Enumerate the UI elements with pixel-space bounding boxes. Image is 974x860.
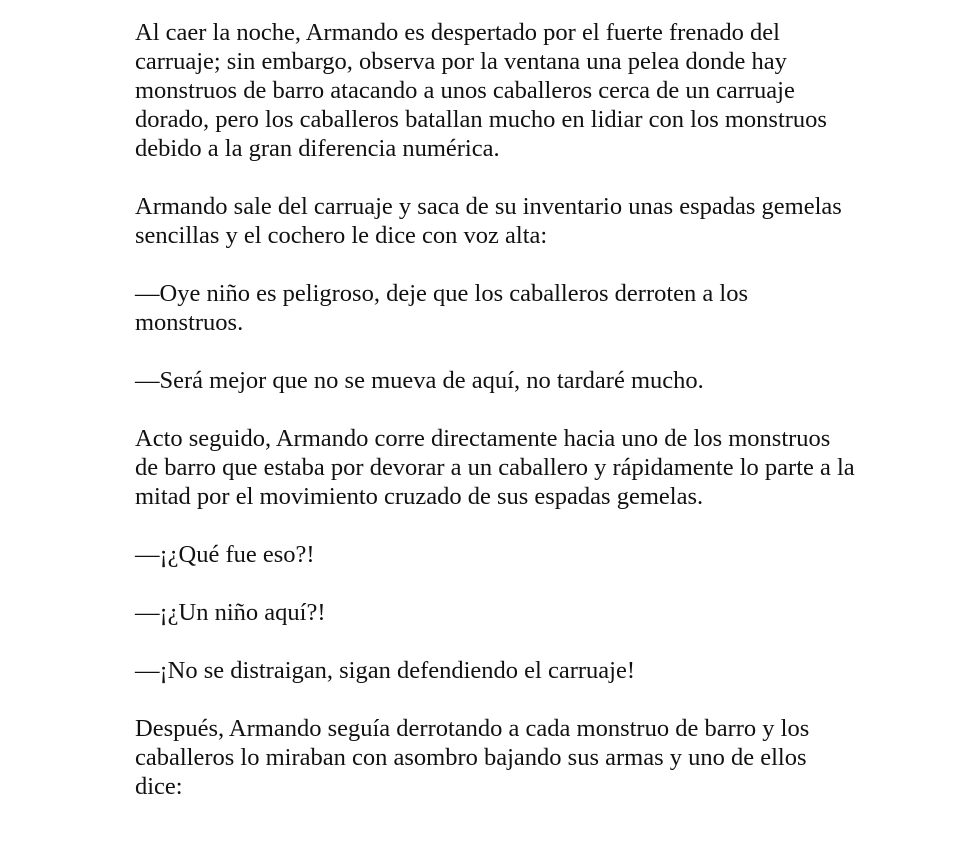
dialogue-line: —¡No se distraigan, sigan defendiendo el carruaje!: [135, 657, 636, 684]
dialogue-line: —Oye niño es peligroso, deje que los caballeros derroten a los monstruos.: [135, 280, 749, 336]
dialogue-line: —¡¿Qué fue eso?!: [135, 541, 315, 568]
dialogue-line: —¡¿Un niño aquí?!: [135, 599, 326, 626]
document-body: [135, 18, 855, 801]
paragraph: Armando sale del carruaje y saca de su inventario unas espadas gemelas sencillas y el cochero le dice con voz alta:: [135, 193, 842, 249]
dialogue-line: —Será mejor que no se mueva de aquí, no tardaré mucho.: [135, 367, 704, 394]
paragraph: Después, Armando seguía derrotando a cada monstruo de barro y los caballeros lo miraban con asombro bajando sus armas y uno de ellos dice:: [135, 715, 810, 800]
paragraph: Al caer la noche, Armando es despertado por el fuerte frenado del carruaje; sin embargo, observa por la ventana una pelea donde hay monstruos de barro atacando a unos caballeros cerca de un carruaje dorado, pero los caballeros batallan mucho en lidiar con los monstruos debido a la gran diferencia numérica.: [135, 19, 827, 162]
paragraph: Acto seguido, Armando corre directamente hacia uno de los monstruos de barro que estaba por devorar a un caballero y rápidamente lo parte a la mitad por el movimiento cruzado de sus espadas gemelas.: [135, 425, 855, 510]
